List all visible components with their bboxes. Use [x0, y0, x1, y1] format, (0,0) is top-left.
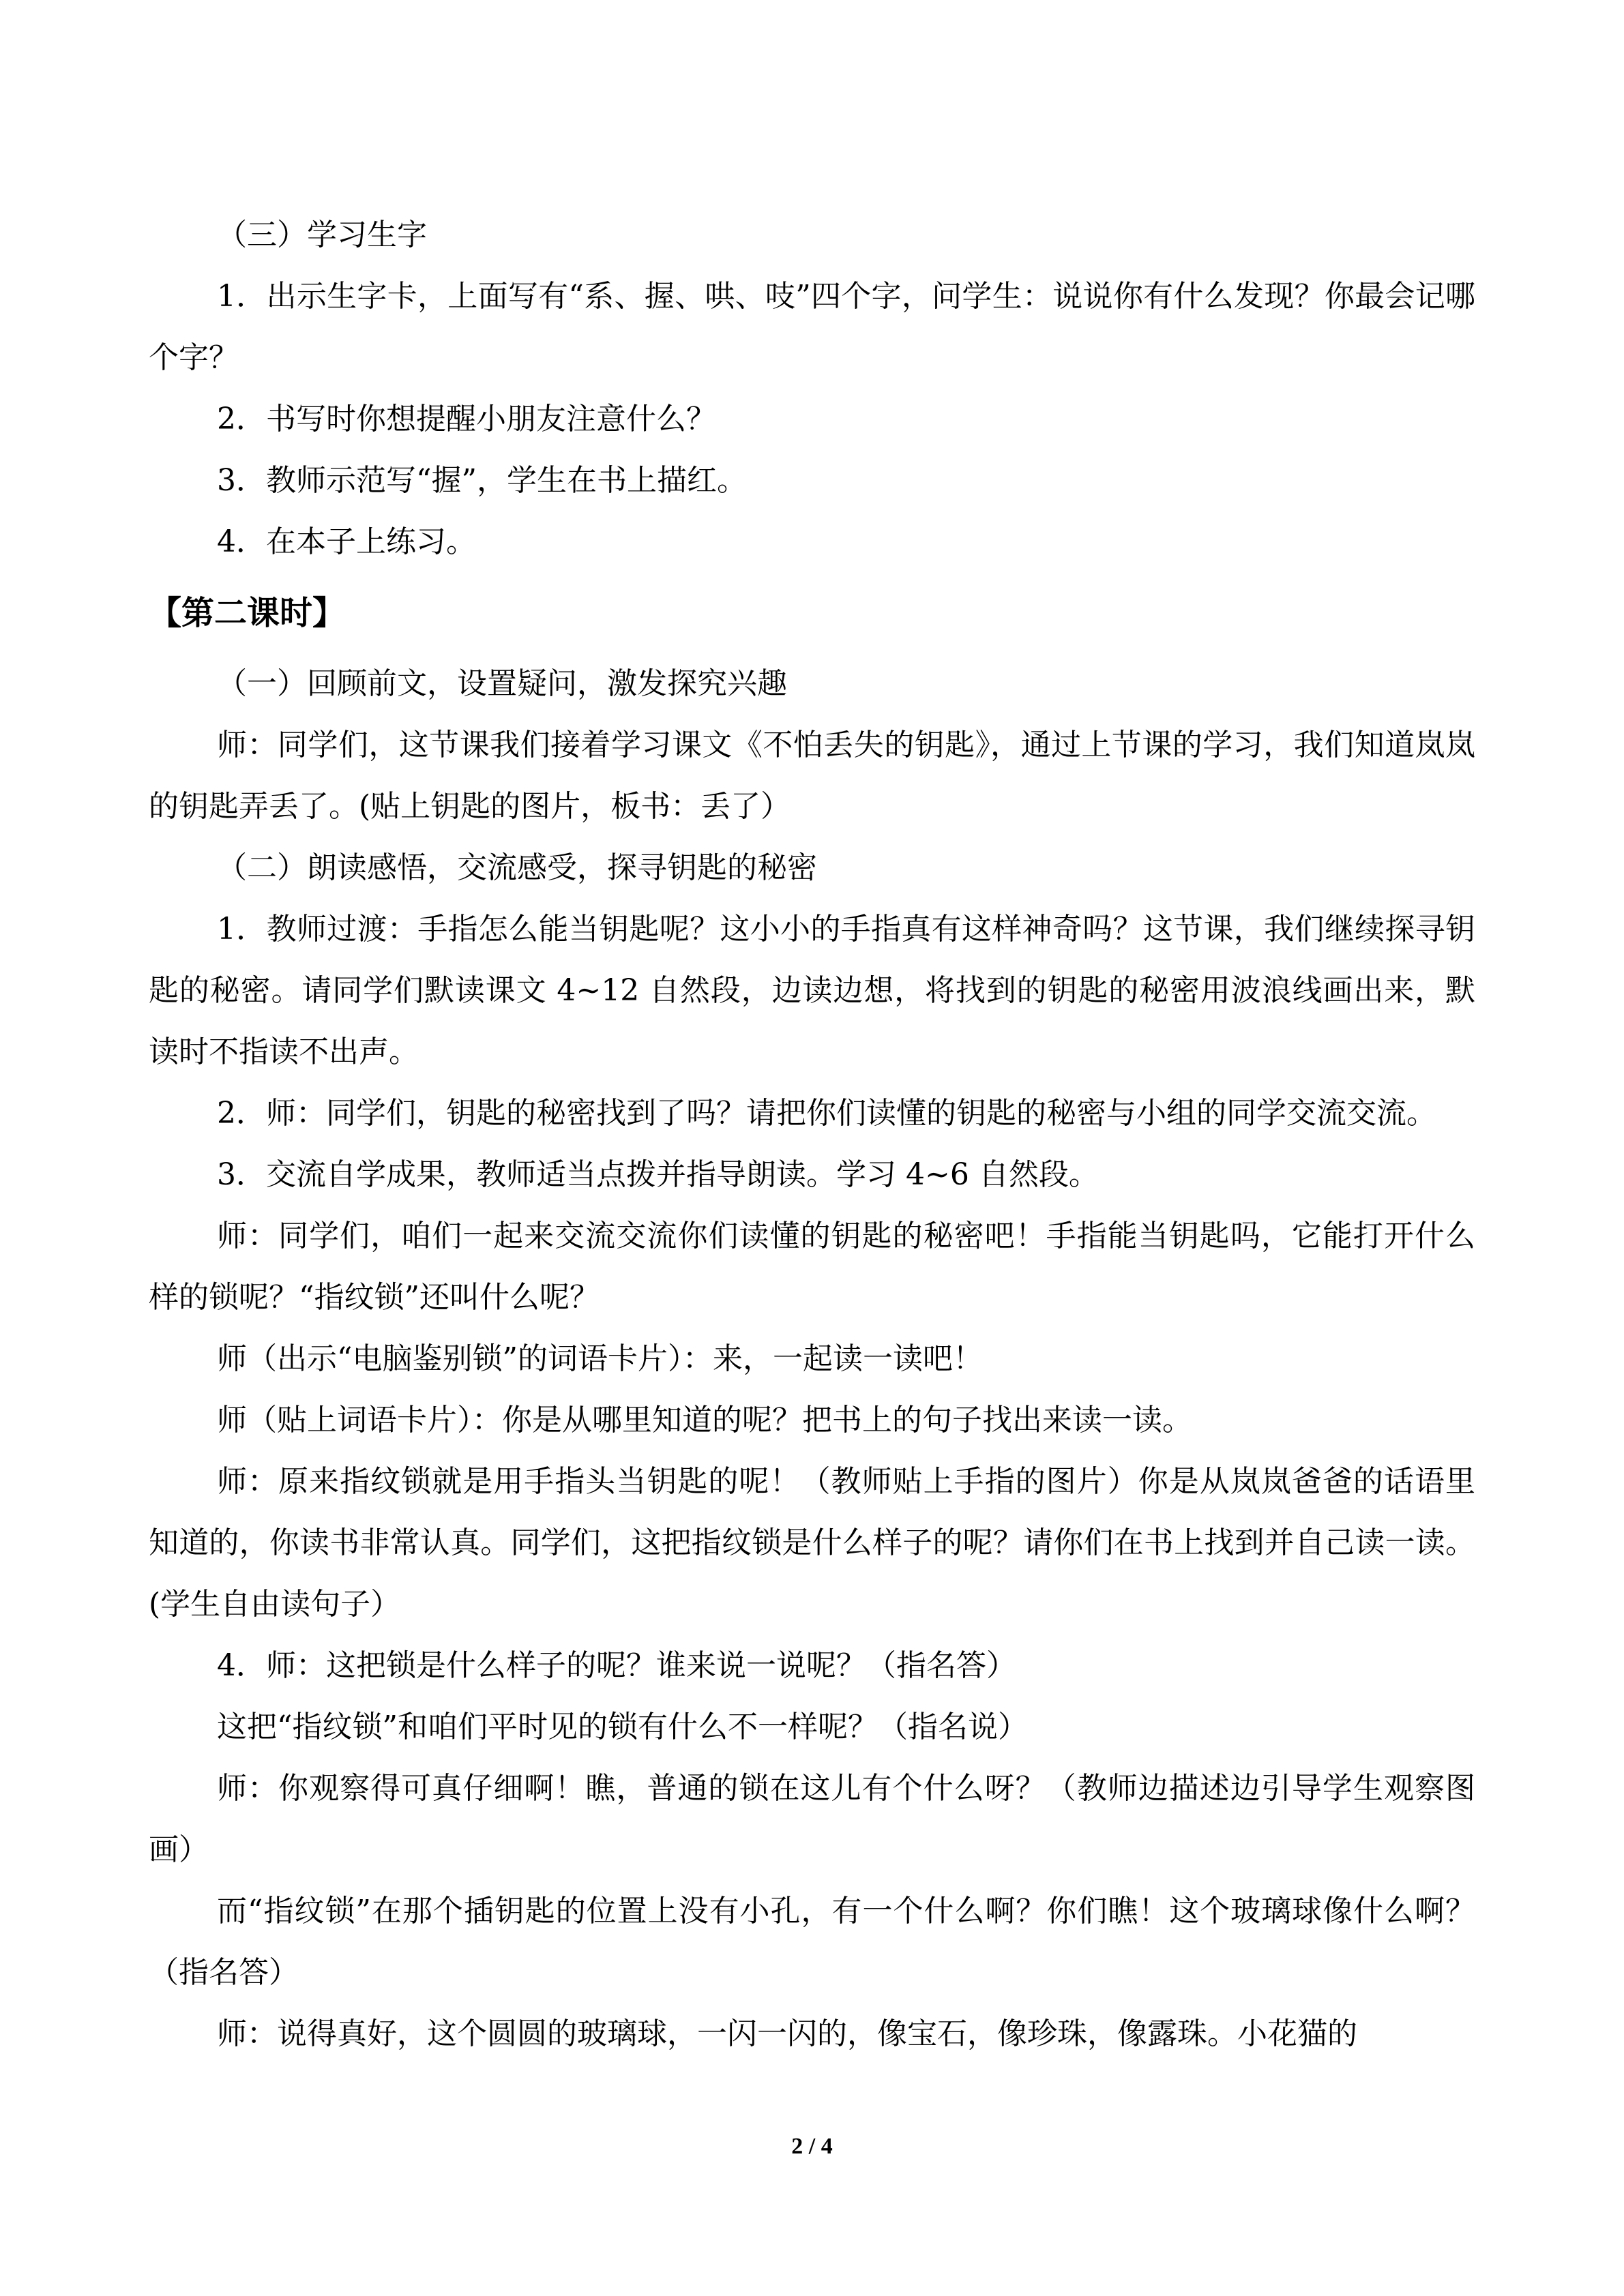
paragraph-4: 3．教师示范写“握”，学生在书上描红。	[217, 463, 747, 498]
paragraph-20: 而“指纹锁”在那个插钥匙的位置上没有小孔，有一个什么啊？你们瞧！这个玻璃球像什么啊？（指名答）	[149, 1894, 1475, 1990]
paragraph-21: 师：说得真好，这个圆圆的玻璃球，一闪一闪的，像宝石，像珍珠，像露珠。小花猫的	[217, 2016, 1357, 2051]
paragraph-16: 师：原来指纹锁就是用手指头当钥匙的呢！（教师贴上手指的图片）你是从岚岚爸爸的话语里知道的，你读书非常认真。同学们，这把指纹锁是什么样子的呢？请你们在书上找到并自己读一读。(学生自由读句子）	[149, 1464, 1475, 1622]
page-number: 2 / 4	[791, 2134, 833, 2159]
paragraph-18: 这把“指纹锁”和咱们平时见的锁有什么不一样呢？（指名说）	[217, 1710, 1028, 1744]
paragraph-3: 2．书写时你想提醒小朋友注意什么？	[217, 402, 716, 436]
paragraph-13: 师：同学们，咱们一起来交流交流你们读懂的钥匙的秘密吧！手指能当钥匙吗，它能打开什么样的锁呢？“指纹锁”还叫什么呢？	[149, 1219, 1475, 1315]
paragraph-1: （三）学习生字	[217, 218, 427, 252]
paragraph-7: （一）回顾前文，设置疑问，激发探究兴趣	[217, 666, 787, 701]
paragraph-8: 师：同学们，这节课我们接着学习课文《不怕丢失的钥匙》，通过上节课的学习，我们知道岚岚的钥匙弄丢了。(贴上钥匙的图片，板书：丢了）	[149, 728, 1475, 824]
paragraph-17: 4．师：这把锁是什么样子的呢？谁来说一说呢？（指名答）	[217, 1648, 1016, 1683]
paragraph-12: 3．交流自学成果，教师适当点拨并指导朗读。学习 4~6 自然段。	[217, 1157, 1099, 1192]
paragraph-10: 1．教师过渡：手指怎么能当钥匙呢？这小小的手指真有这样神奇吗？这节课，我们继续探寻钥匙的秘密。请同学们默读课文 4~12 自然段，边读边想，将找到的钥匙的秘密用波浪线画出来，默读时不指读不出声。	[149, 912, 1475, 1069]
paragraph-15: 师（贴上词语卡片）：你是从哪里知道的呢？把书上的句子找出来读一读。	[217, 1403, 1192, 1437]
paragraph-11: 2．师：同学们，钥匙的秘密找到了吗？请把你们读懂的钥匙的秘密与小组的同学交流交流。	[217, 1096, 1436, 1131]
paragraph-14: 师（出示“电脑鉴别锁”的词语卡片）：来，一起读一读吧！	[217, 1341, 983, 1376]
document-body	[149, 205, 1475, 2065]
paragraph-5: 4．在本子上练习。	[217, 524, 476, 559]
paragraph-9: （二）朗读感悟，交流感受，探寻钥匙的秘密	[217, 850, 817, 885]
section-heading-second-lesson: 【第二课时】	[149, 594, 346, 632]
paragraph-19: 师：你观察得可真仔细啊！瞧，普通的锁在这儿有个什么呀？（教师边描述边引导学生观察图画）	[149, 1771, 1475, 1867]
paragraph-2: 1．出示生字卡，上面写有“系、握、哄、吱”四个字，问学生：说说你有什么发现？你最会记哪个字？	[149, 279, 1475, 375]
